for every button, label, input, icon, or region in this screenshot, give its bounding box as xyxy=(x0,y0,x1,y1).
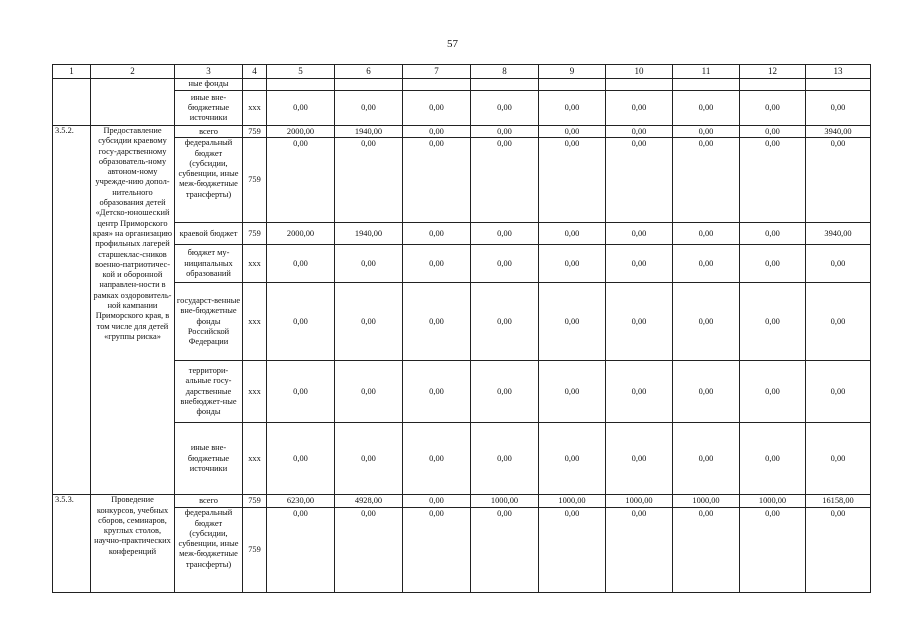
header-row xyxy=(53,65,871,79)
value-cell: 0,00 xyxy=(806,508,871,593)
table-row xyxy=(53,508,871,593)
column-header: 4 xyxy=(243,65,267,79)
value-cell: 0,00 xyxy=(267,423,335,495)
value-cell: 0,00 xyxy=(740,508,806,593)
code-cell: 759 xyxy=(243,508,267,593)
value-cell: 0,00 xyxy=(606,245,673,283)
value-cell: 0,00 xyxy=(673,138,740,223)
value-cell: 3940,00 xyxy=(806,126,871,138)
value-cell: 4928,00 xyxy=(335,495,403,508)
value-cell: 0,00 xyxy=(673,423,740,495)
value-cell: 0,00 xyxy=(403,223,471,245)
column-header: 13 xyxy=(806,65,871,79)
value-cell: 0,00 xyxy=(606,91,673,126)
value-cell xyxy=(806,79,871,91)
value-cell: 0,00 xyxy=(471,126,539,138)
value-cell: 0,00 xyxy=(673,508,740,593)
column-header: 12 xyxy=(740,65,806,79)
item-number-cell: 3.5.3. xyxy=(53,495,91,593)
item-name-cell: Предоставление субсидии краевому госу-дарственному образователь-ному автоном-ному учрежде-нию допол-нительного образования детей «Детско-юношеский центр Приморского края» на организацию профильных лагерей старшеклас-сников военно-патриотичес-кой и оборонной направлен-ности в рамках оздоровитель-ной кампании Приморского края, в том числе для детей «группы риска» xyxy=(91,126,175,495)
code-cell: 759 xyxy=(243,223,267,245)
value-cell: 0,00 xyxy=(335,91,403,126)
table-row xyxy=(53,126,871,138)
source-cell: всего xyxy=(175,495,243,508)
value-cell: 0,00 xyxy=(740,91,806,126)
value-cell xyxy=(335,79,403,91)
value-cell: 0,00 xyxy=(267,91,335,126)
source-cell: иные вне-бюджетные источники xyxy=(175,91,243,126)
value-cell: 1000,00 xyxy=(539,495,606,508)
value-cell: 0,00 xyxy=(471,508,539,593)
value-cell xyxy=(267,79,335,91)
value-cell: 0,00 xyxy=(606,508,673,593)
value-cell: 0,00 xyxy=(673,91,740,126)
value-cell: 0,00 xyxy=(335,361,403,423)
value-cell: 0,00 xyxy=(740,361,806,423)
value-cell xyxy=(539,79,606,91)
value-cell: 0,00 xyxy=(539,423,606,495)
value-cell: 0,00 xyxy=(267,361,335,423)
value-cell: 0,00 xyxy=(740,138,806,223)
source-cell: государст-венные вне-бюджетные фонды Российской Федерации xyxy=(175,283,243,361)
value-cell: 1000,00 xyxy=(673,495,740,508)
value-cell: 0,00 xyxy=(673,223,740,245)
value-cell xyxy=(740,79,806,91)
value-cell: 0,00 xyxy=(335,423,403,495)
value-cell: 0,00 xyxy=(606,126,673,138)
table-row xyxy=(53,138,871,223)
value-cell: 0,00 xyxy=(673,245,740,283)
source-cell: иные вне-бюджетные источники xyxy=(175,423,243,495)
value-cell: 0,00 xyxy=(606,138,673,223)
value-cell: 0,00 xyxy=(539,283,606,361)
value-cell: 0,00 xyxy=(471,283,539,361)
value-cell: 0,00 xyxy=(539,91,606,126)
value-cell: 0,00 xyxy=(539,245,606,283)
source-cell: краевой бюджет xyxy=(175,223,243,245)
value-cell xyxy=(606,79,673,91)
value-cell: 0,00 xyxy=(267,245,335,283)
value-cell: 0,00 xyxy=(335,283,403,361)
value-cell: 0,00 xyxy=(403,283,471,361)
column-header: 5 xyxy=(267,65,335,79)
value-cell xyxy=(403,79,471,91)
value-cell: 0,00 xyxy=(403,495,471,508)
page-number: 57 xyxy=(447,38,458,50)
table-row xyxy=(53,79,871,91)
value-cell: 1000,00 xyxy=(471,495,539,508)
budget-table xyxy=(52,64,871,593)
code-cell: 759 xyxy=(243,138,267,223)
value-cell: 0,00 xyxy=(471,361,539,423)
value-cell: 1000,00 xyxy=(740,495,806,508)
value-cell: 0,00 xyxy=(335,138,403,223)
value-cell: 2000,00 xyxy=(267,223,335,245)
value-cell: 0,00 xyxy=(403,245,471,283)
value-cell: 0,00 xyxy=(403,423,471,495)
value-cell: 0,00 xyxy=(606,223,673,245)
table-row xyxy=(53,361,871,423)
table-row xyxy=(53,283,871,361)
source-cell: всего xyxy=(175,126,243,138)
value-cell: 1940,00 xyxy=(335,126,403,138)
column-header: 9 xyxy=(539,65,606,79)
column-header: 2 xyxy=(91,65,175,79)
column-header: 10 xyxy=(606,65,673,79)
value-cell: 0,00 xyxy=(806,91,871,126)
value-cell: 0,00 xyxy=(403,361,471,423)
column-header: 3 xyxy=(175,65,243,79)
column-header: 8 xyxy=(471,65,539,79)
value-cell: 0,00 xyxy=(673,283,740,361)
code-cell: ххх xyxy=(243,283,267,361)
value-cell: 0,00 xyxy=(403,508,471,593)
value-cell xyxy=(673,79,740,91)
code-cell: 759 xyxy=(243,126,267,138)
item-name-cell xyxy=(91,79,175,126)
value-cell: 0,00 xyxy=(606,423,673,495)
value-cell: 0,00 xyxy=(539,508,606,593)
source-cell: федеральный бюджет (субсидии, субвенции, иные меж-бюджетные трансферты) xyxy=(175,508,243,593)
column-header: 11 xyxy=(673,65,740,79)
value-cell: 0,00 xyxy=(539,138,606,223)
source-cell: федеральный бюджет (субсидии, субвенции, иные меж-бюджетные трансферты) xyxy=(175,138,243,223)
value-cell: 0,00 xyxy=(539,126,606,138)
value-cell: 0,00 xyxy=(471,423,539,495)
value-cell: 0,00 xyxy=(539,361,606,423)
value-cell xyxy=(471,79,539,91)
table-row xyxy=(53,245,871,283)
value-cell: 0,00 xyxy=(267,508,335,593)
value-cell: 3940,00 xyxy=(806,223,871,245)
item-number-cell xyxy=(53,79,91,126)
value-cell: 0,00 xyxy=(740,423,806,495)
value-cell: 1940,00 xyxy=(335,223,403,245)
table-row xyxy=(53,223,871,245)
value-cell: 0,00 xyxy=(403,126,471,138)
value-cell: 0,00 xyxy=(335,508,403,593)
column-header: 6 xyxy=(335,65,403,79)
source-cell: ные фонды xyxy=(175,79,243,91)
value-cell: 0,00 xyxy=(403,138,471,223)
table-row xyxy=(53,91,871,126)
value-cell: 6230,00 xyxy=(267,495,335,508)
item-number-cell: 3.5.2. xyxy=(53,126,91,495)
column-header: 1 xyxy=(53,65,91,79)
value-cell: 0,00 xyxy=(335,245,403,283)
value-cell: 0,00 xyxy=(806,245,871,283)
value-cell: 0,00 xyxy=(471,223,539,245)
source-cell: бюджет му-ниципальных образований xyxy=(175,245,243,283)
value-cell: 0,00 xyxy=(471,91,539,126)
value-cell: 0,00 xyxy=(806,423,871,495)
value-cell: 0,00 xyxy=(673,126,740,138)
value-cell: 0,00 xyxy=(673,361,740,423)
code-cell: ххх xyxy=(243,361,267,423)
value-cell: 0,00 xyxy=(471,245,539,283)
value-cell: 0,00 xyxy=(740,283,806,361)
code-cell: ххх xyxy=(243,245,267,283)
code-cell: ххх xyxy=(243,423,267,495)
source-cell: территори-альные госу-дарственные внебюджет-ные фонды xyxy=(175,361,243,423)
value-cell: 0,00 xyxy=(471,138,539,223)
table-row xyxy=(53,423,871,495)
value-cell: 16158,00 xyxy=(806,495,871,508)
value-cell: 0,00 xyxy=(740,245,806,283)
code-cell: ххх xyxy=(243,91,267,126)
value-cell: 0,00 xyxy=(806,361,871,423)
value-cell: 0,00 xyxy=(806,138,871,223)
value-cell: 0,00 xyxy=(740,126,806,138)
value-cell: 0,00 xyxy=(539,223,606,245)
value-cell: 0,00 xyxy=(606,361,673,423)
value-cell: 0,00 xyxy=(403,91,471,126)
column-header: 7 xyxy=(403,65,471,79)
table-row xyxy=(53,495,871,508)
value-cell: 0,00 xyxy=(806,283,871,361)
code-cell: 759 xyxy=(243,495,267,508)
value-cell: 0,00 xyxy=(267,138,335,223)
item-name-cell: Проведение конкурсов, учебных сборов, семинаров, круглых столов, научно-практических конференций xyxy=(91,495,175,593)
value-cell: 0,00 xyxy=(740,223,806,245)
value-cell: 0,00 xyxy=(606,283,673,361)
value-cell: 0,00 xyxy=(267,283,335,361)
value-cell: 1000,00 xyxy=(606,495,673,508)
value-cell: 2000,00 xyxy=(267,126,335,138)
value-cell xyxy=(243,79,267,91)
